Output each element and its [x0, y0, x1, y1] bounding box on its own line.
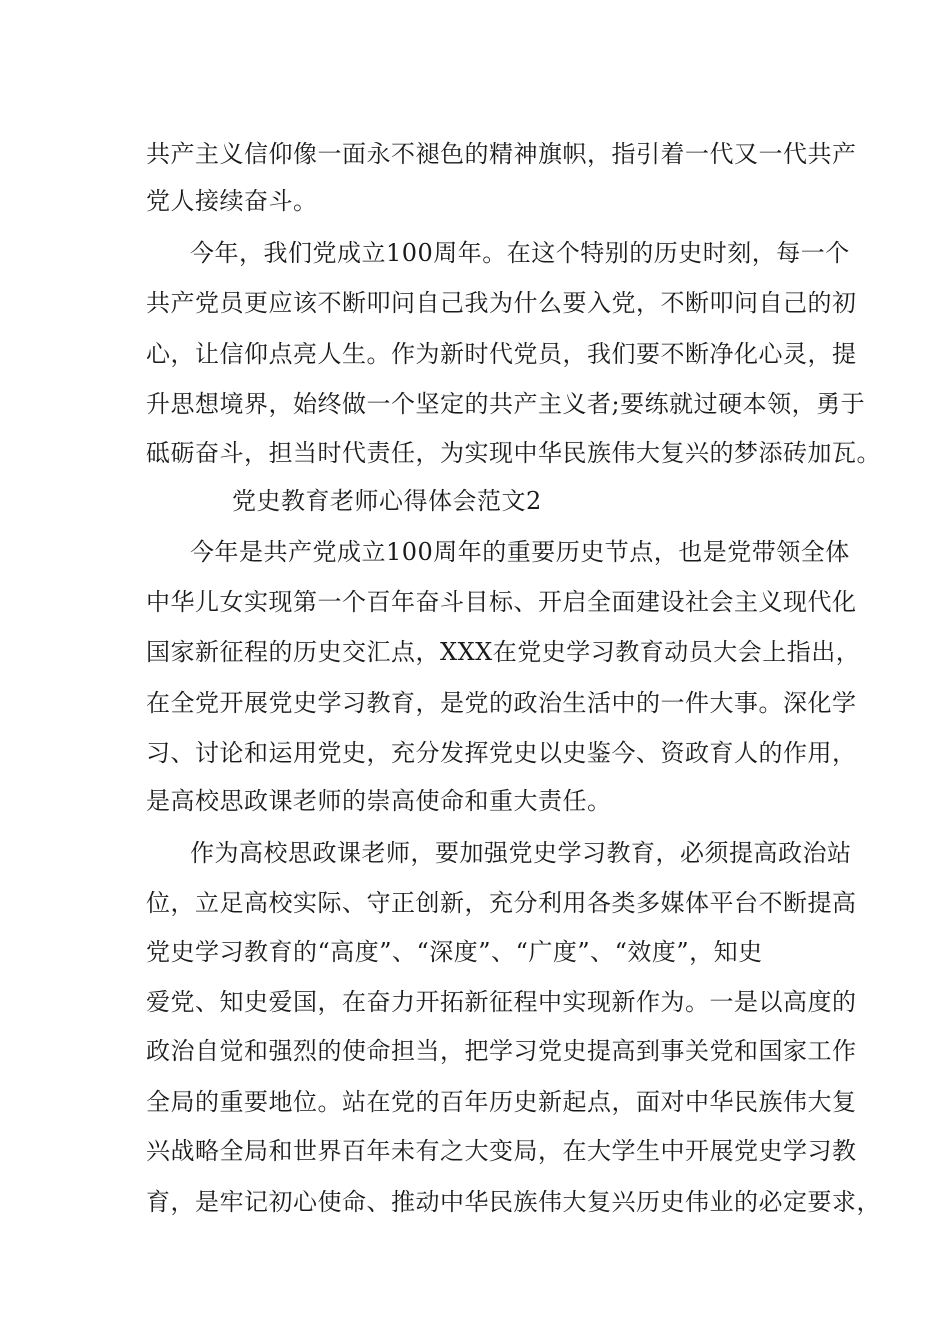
paragraph-line: 兴战略全局和世界百年未有之大变局，在大学生中开展党史学习教 — [146, 1137, 857, 1165]
paragraph-line: 党人接续奋斗。 — [146, 187, 318, 215]
paragraph-line: 共产党员更应该不断叩问自己我为什么要入党，不断叩问自己的初 — [146, 289, 857, 317]
paragraph-line: 作为高校思政课老师，要加强党史学习教育，必须提高政治站 — [190, 839, 852, 867]
paragraph-line: 爱党、知史爱国，在奋力开拓新征程中实现新作为。一是以高度的 — [146, 988, 857, 1016]
paragraph-line: 今年，我们党成立100周年。在这个特别的历史时刻，每一个 — [190, 239, 850, 267]
paragraph-line: 习、讨论和运用党史，充分发挥党史以史鉴今、资政育人的作用， — [146, 739, 857, 767]
paragraph-line: 砥砺奋斗，担当时代责任，为实现中华民族伟大复兴的梦添砖加瓦。 — [146, 439, 881, 467]
paragraph-line: 心，让信仰点亮人生。作为新时代党员，我们要不断净化心灵，提 — [146, 340, 857, 368]
paragraph-line: 党史学习教育的“高度”、“深度”、“广度”、“效度”，知史 — [146, 938, 763, 966]
paragraph-line: 政治自觉和强烈的使命担当，把学习党史提高到事关党和国家工作 — [146, 1037, 857, 1065]
paragraph-line: 共产主义信仰像一面永不褪色的精神旗帜，指引着一代又一代共产 — [146, 140, 857, 168]
paragraph-line: 今年是共产党成立100周年的重要历史节点，也是党带领全体 — [190, 538, 850, 566]
paragraph-line: 位，立足高校实际、守正创新，充分利用各类多媒体平台不断提高 — [146, 889, 857, 917]
paragraph-line: 是高校思政课老师的崇高使命和重大责任。 — [146, 787, 612, 815]
paragraph-line: 全局的重要地位。站在党的百年历史新起点，面对中华民族伟大复 — [146, 1088, 857, 1116]
paragraph-line: 在全党开展党史学习教育，是党的政治生活中的一件大事。深化学 — [146, 689, 857, 717]
paragraph-line: 国家新征程的历史交汇点，XXX在党史学习教育动员大会上指出， — [146, 638, 861, 666]
section-heading: 党史教育老师心得体会范文2 — [232, 487, 542, 515]
paragraph-line: 中华儿女实现第一个百年奋斗目标、开启全面建设社会主义现代化 — [146, 588, 857, 616]
paragraph-line: 升思想境界，始终做一个坚定的共产主义者;要练就过硬本领，勇于 — [146, 390, 866, 418]
paragraph-line: 育，是牢记初心使命、推动中华民族伟大复兴历史伟业的必定要求， — [146, 1188, 881, 1216]
